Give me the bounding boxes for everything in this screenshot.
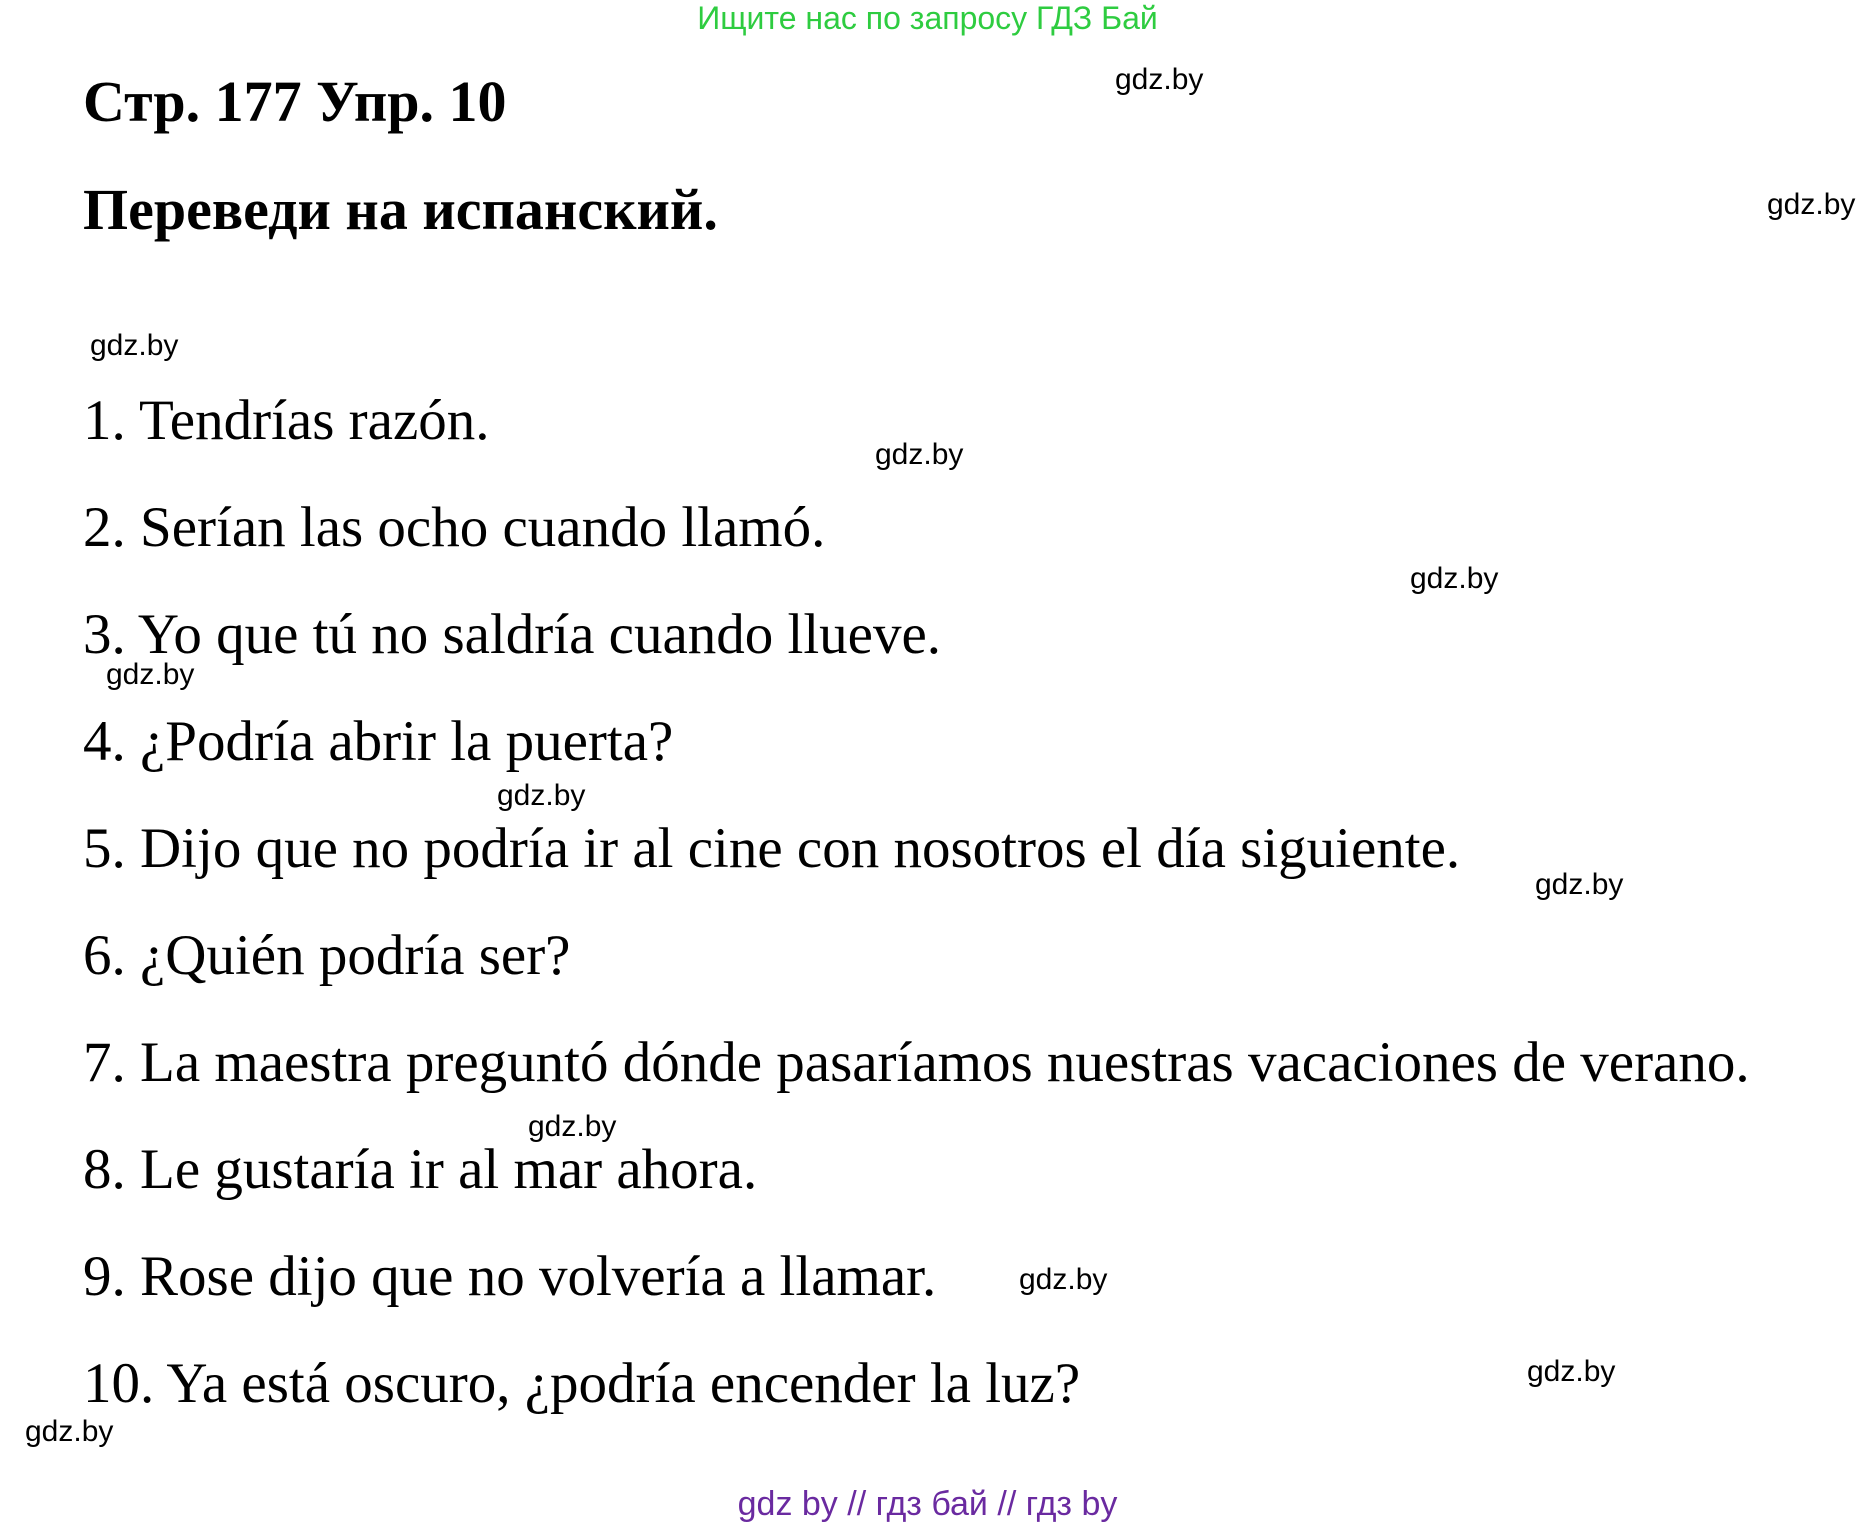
answer-item-2: 2. Serían las ocho cuando llamó. <box>83 496 826 559</box>
answer-item-5: 5. Dijo que no podría ir al cine con nosotros el día siguiente. <box>83 817 1461 880</box>
watermark: gdz.by <box>106 658 195 691</box>
watermark: gdz.by <box>90 329 179 362</box>
answer-item-9: 9. Rose dijo que no volvería a llamar. <box>83 1245 937 1308</box>
watermark: gdz.by <box>1019 1263 1108 1296</box>
watermark: gdz.by <box>1527 1355 1616 1388</box>
answer-list <box>83 385 1750 1455</box>
footer-links: gdz by // гдз бай // гдз by <box>737 1485 1118 1523</box>
watermark: gdz.by <box>875 438 964 471</box>
watermark: gdz.by <box>528 1110 617 1143</box>
answer-item-4: 4. ¿Podría abrir la puerta? <box>83 710 674 773</box>
watermark: gdz.by <box>25 1415 114 1448</box>
watermark: gdz.by <box>1767 188 1856 221</box>
answer-item-3: 3. Yo que tú no saldría cuando llueve. <box>83 603 942 666</box>
watermark: gdz.by <box>1115 63 1204 96</box>
page-title: Стр. 177 Упр. 10 <box>83 69 507 134</box>
answer-item-1: 1. Tendrías razón. <box>83 389 490 452</box>
watermark: gdz.by <box>1410 562 1499 595</box>
task-instruction: Переведи на испанский. <box>83 177 718 242</box>
watermark: gdz.by <box>497 779 586 812</box>
answer-item-6: 6. ¿Quién podría ser? <box>83 924 571 987</box>
answer-item-10: 10. Ya está oscuro, ¿podría encender la luz? <box>83 1352 1081 1415</box>
answer-item-7: 7. La maestra preguntó dónde pasaríamos nuestras vacaciones de verano. <box>83 1031 1750 1094</box>
answer-item-8: 8. Le gustaría ir al mar ahora. <box>83 1138 758 1201</box>
search-banner: Ищите нас по запросу ГДЗ Бай <box>697 0 1158 36</box>
watermark: gdz.by <box>1535 868 1624 901</box>
